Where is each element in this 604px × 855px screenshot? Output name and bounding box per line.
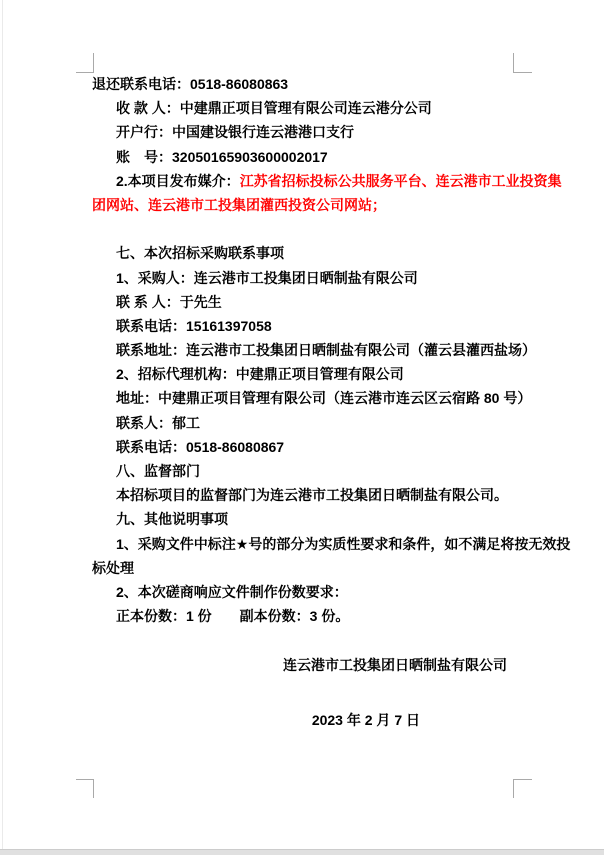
line-agency: 2、招标代理机构：中建鼎正项目管理有限公司: [116, 366, 404, 383]
margin-crop-mark-top-right: [513, 53, 532, 73]
publish-media-label: 2.本项目发布媒介：: [116, 172, 240, 189]
line-bank: 开户行：中国建设银行连云港港口支行: [116, 124, 354, 141]
line-publish-media: [92, 169, 562, 193]
margin-crop-mark-top-left: [76, 53, 94, 73]
line-supervision-dept: 本招标项目的监督部门为连云港市工投集团日晒制盐有限公司。: [116, 487, 508, 504]
line-contact-address: 联系地址：连云港市工投集团日晒制盐有限公司（灌云县灌西盐场）: [116, 342, 536, 359]
publish-media-platforms: 江苏省招标投标公共服务平台、连云港市工业投资集: [239, 172, 562, 189]
line-copies-count: 正本份数：1 份 副本份数：3 份。: [116, 608, 350, 625]
line-copies-requirement: 2、本次磋商响应文件制作份数要求：: [116, 583, 348, 600]
line-purchaser: 1、采购人：连云港市工投集团日晒制盐有限公司: [116, 269, 418, 286]
line-agency-address: 地址：中建鼎正项目管理有限公司（连云港市连云区云宿路 80 号）: [116, 390, 532, 407]
section-9-heading: 九、其他说明事项: [116, 511, 228, 528]
document-body: [92, 72, 571, 732]
line-contact-phone: 联系电话：15161397058: [116, 317, 272, 334]
line-agency-contact: 联系人：郁工: [116, 414, 200, 431]
line-star-note: 1、采购文件中标注★号的部分为实质性要求和条件，如不满足将按无效投: [116, 535, 571, 552]
line-account-number: 账 号：32050165903600002017: [116, 148, 328, 165]
line-refund-phone: 退还联系电话：0518-86080863: [92, 76, 289, 92]
page-gap-divider: [0, 849, 604, 855]
section-8-heading: 八、监督部门: [116, 463, 200, 479]
blank-line: [92, 628, 513, 652]
section-7-heading: 七、本次招标采购联系事项: [116, 245, 284, 262]
line-agency-phone: 联系电话：0518-86080867: [116, 438, 285, 455]
margin-crop-mark-bottom-left: [76, 779, 94, 798]
margin-crop-mark-bottom-right: [513, 779, 532, 798]
line-payee: 收 款 人：中建鼎正项目管理有限公司连云港分公司: [116, 100, 432, 117]
line-star-note-cont: 标处理: [92, 559, 134, 576]
line-publish-media-cont: 团网站、连云港市工投集团灌西投资公司网站；: [92, 196, 386, 213]
blank-line: [92, 677, 513, 708]
blank-line: [92, 217, 513, 241]
signature-date: 2023 年 2 月 7 日: [311, 711, 420, 728]
page-left-edge: [2, 0, 3, 849]
line-contact-person: 联 系 人：于先生: [116, 293, 222, 310]
signature-company: 连云港市工投集团日晒制盐有限公司: [283, 656, 507, 673]
